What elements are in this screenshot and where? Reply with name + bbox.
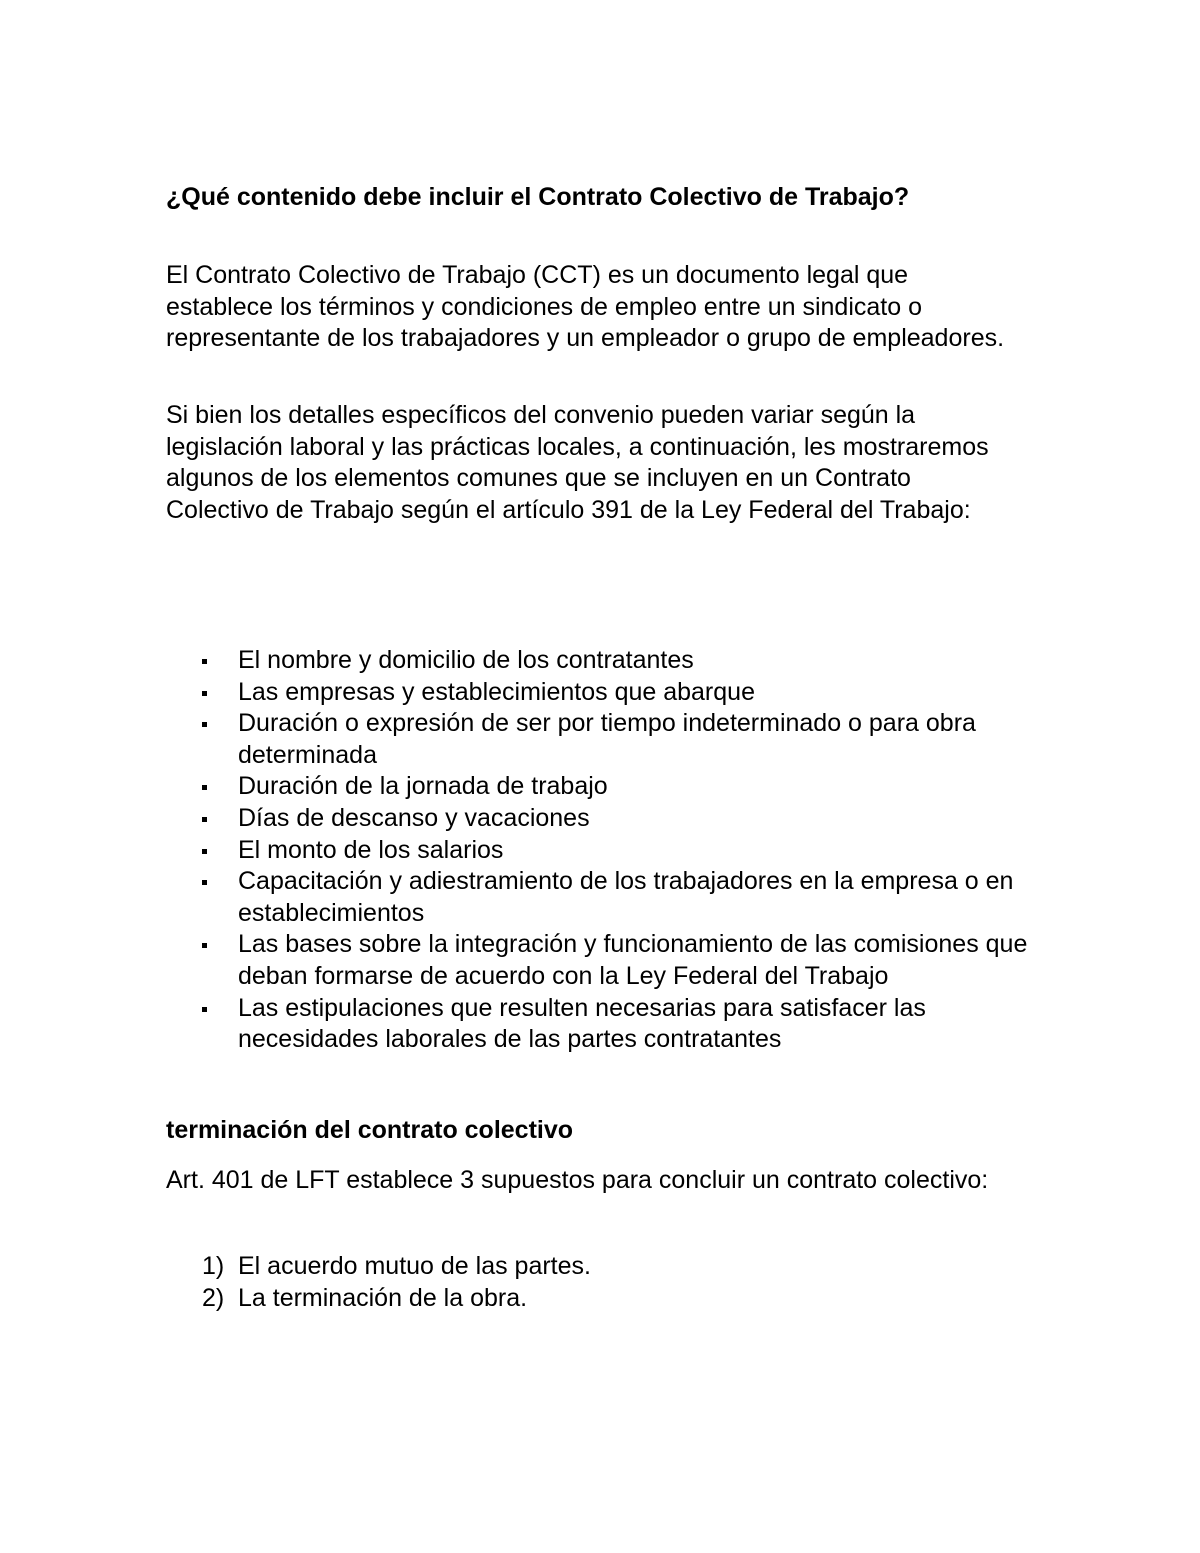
document-title: ¿Qué contenido debe incluir el Contrato Colectivo de Trabajo?	[166, 183, 910, 211]
item-number: 2)	[202, 1284, 225, 1312]
list-item-text: El monto de los salarios	[238, 835, 504, 864]
list-item	[166, 771, 1046, 803]
bullet-icon	[202, 691, 207, 696]
list-item-text: Las empresas y establecimientos que abarque	[238, 677, 755, 706]
list-item	[166, 677, 1046, 709]
numbered-item	[166, 1250, 1046, 1282]
list-item	[166, 803, 1046, 835]
bullet-icon	[202, 817, 207, 822]
numbered-item-text: La terminación de la obra.	[238, 1284, 528, 1312]
list-item-text: Las estipulaciones que resulten necesarias para satisfacer las necesidades laborales de las partes contratantes	[238, 993, 926, 1054]
bullet-icon	[202, 849, 207, 854]
bullet-icon	[202, 785, 207, 790]
termination-list	[166, 1250, 1046, 1314]
numbered-item-text: El acuerdo mutuo de las partes.	[238, 1252, 591, 1280]
section-heading: terminación del contrato colectivo	[166, 1116, 574, 1144]
bullet-icon	[202, 659, 207, 664]
contract-elements-list	[166, 645, 1046, 1056]
list-item	[166, 645, 1046, 677]
bullet-icon	[202, 943, 207, 948]
list-item-text: Las bases sobre la integración y funcionamiento de las comisiones que deban formarse de acuerdo con la Ley Federal del Trabajo	[238, 930, 1028, 990]
list-item-text: Días de descanso y vacaciones	[238, 803, 590, 832]
list-item-text: Duración de la jornada de trabajo	[238, 772, 608, 801]
bullet-icon	[202, 880, 207, 885]
details-paragraph: Si bien los detalles específicos del convenio pueden variar según la legislación laboral y las prácticas locales, a continuación, les mostraremos algunos de los elementos comunes que se incluyen en un Contrato Colectivo de Trabajo según el artículo 391 de la Ley Federal del Trabajo:	[166, 401, 989, 524]
list-item	[166, 708, 1046, 771]
intro-paragraph: El Contrato Colectivo de Trabajo (CCT) es un documento legal que establece los términos y condiciones de empleo entre un sindicato o representante de los trabajadores y un empleador o grupo de empleadores.	[166, 261, 1005, 352]
numbered-item	[166, 1282, 1046, 1314]
item-number: 1)	[202, 1252, 225, 1280]
list-item	[166, 835, 1046, 867]
list-item-text: Capacitación y adiestramiento de los trabajadores en la empresa o en establecimientos	[238, 867, 1014, 927]
list-item	[166, 929, 1046, 992]
list-item-text: Duración o expresión de ser por tiempo indeterminado o para obra determinada	[238, 709, 976, 769]
list-item-text: El nombre y domicilio de los contratantes	[238, 646, 694, 674]
bullet-icon	[202, 722, 207, 727]
list-item	[166, 993, 1046, 1056]
termination-paragraph: Art. 401 de LFT establece 3 supuestos para concluir un contrato colectivo:	[166, 1166, 989, 1194]
list-item	[166, 866, 1046, 929]
bullet-icon	[202, 1007, 207, 1012]
